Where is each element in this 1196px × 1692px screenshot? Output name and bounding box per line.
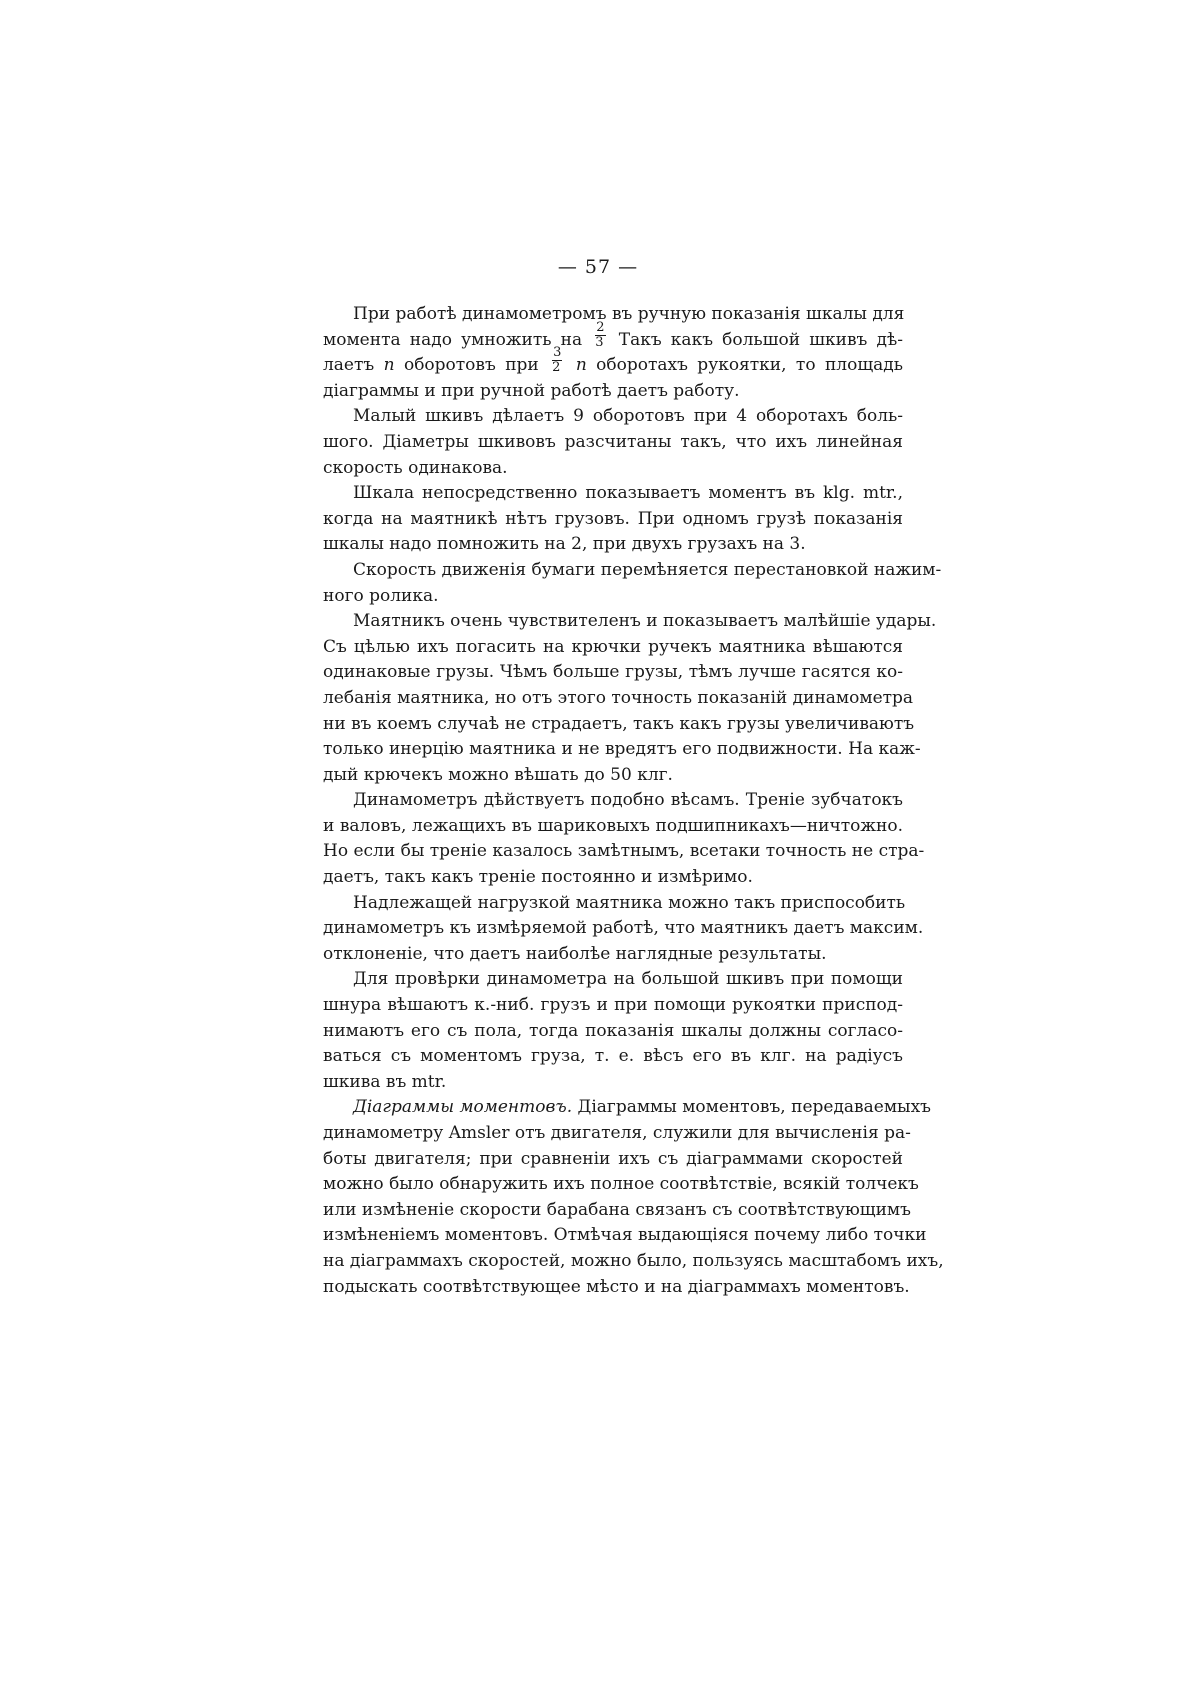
paragraph-line: динамометръ къ измѣряемой работѣ, что маятникъ даетъ максим. bbox=[323, 918, 924, 939]
paragraph-line: При работѣ динамометромъ въ ручную показанія шкалы для bbox=[353, 304, 905, 324]
paragraph-line: или измѣненіе скорости барабана связанъ съ соотвѣтствующимъ bbox=[323, 1199, 911, 1220]
paragraph-line: Діаграммы моментовъ. Діаграммы моментовъ, передаваемыхъ bbox=[353, 1097, 931, 1118]
paragraph-line: Скорость движенія бумаги перемѣняется перестановкой нажим- bbox=[353, 559, 942, 580]
paragraph-line: шнура вѣшаютъ к.-ниб. грузъ и при помощи рукоятки приспод- bbox=[323, 995, 903, 1016]
paragraph-line: нимаютъ его съ пола, тогда показанія шкалы должны согласо- bbox=[323, 1020, 903, 1041]
paragraph-line: Надлежащей нагрузкой маятника можно такъ приспособить bbox=[353, 892, 906, 913]
paragraph-line: діаграммы и при ручной работѣ даетъ работу. bbox=[323, 380, 740, 401]
fraction: $\frac{3}{2}$ bbox=[552, 345, 562, 376]
paragraph-line: отклоненіе, что даетъ наиболѣе наглядные результаты. bbox=[323, 943, 827, 964]
paragraph-line: ного ролика. bbox=[323, 585, 439, 606]
paragraph-line: ни въ коемъ случаѣ не страдаетъ, такъ какъ грузы увеличиваютъ bbox=[323, 713, 915, 734]
paragraph-line: Для провѣрки динамометра на большой шкивъ при помощи bbox=[353, 969, 903, 990]
paragraph-line: Малый шкивъ дѣлаетъ 9 оборотовъ при 4 оборотахъ боль- bbox=[353, 406, 903, 427]
paragraph-line: боты двигателя; при сравненіи ихъ съ діаграммами скоростей bbox=[323, 1148, 903, 1169]
paragraph-line: на діаграммахъ скоростей, можно было, пользуясь масштабомъ ихъ, bbox=[323, 1250, 944, 1271]
paragraph-line: скорость одинакова. bbox=[323, 457, 508, 478]
paragraph-line: динамометру Amsler отъ двигателя, служили для вычисленія ра- bbox=[323, 1123, 911, 1143]
page-number: — 57 — bbox=[557, 256, 639, 278]
paragraph-line: шкива въ mtr. bbox=[323, 1071, 447, 1092]
paragraph-line: Маятникъ очень чувствителенъ и показываетъ малѣйшіе удары. bbox=[353, 611, 937, 632]
paragraph-line: Съ цѣлью ихъ погасить на крючки ручекъ маятника вѣшаются bbox=[323, 636, 903, 657]
paragraph-line: подыскать соотвѣтствующее мѣсто и на діаграммахъ моментовъ. bbox=[323, 1276, 910, 1297]
paragraph-line: измѣненіемъ моментовъ. Отмѣчая выдающіяся почему либо точки bbox=[323, 1225, 927, 1246]
paragraph-line: ваться съ моментомъ груза, т. е. вѣсъ его въ клг. на радіусъ bbox=[323, 1046, 903, 1067]
paragraph-line: шого. Діаметры шкивовъ разсчитаны такъ, что ихъ линейная bbox=[323, 431, 903, 452]
section-title: Діаграммы моментовъ. bbox=[353, 1097, 573, 1118]
fraction: $\frac{2}{3}$ bbox=[595, 319, 605, 350]
paragraph-line: и валовъ, лежащихъ въ шариковыхъ подшипникахъ—ничтожно. bbox=[323, 815, 903, 836]
paragraph-line: лебанія маятника, но отъ этого точность показаній динамометра bbox=[323, 687, 914, 708]
paragraph-line: Динамометръ дѣйствуетъ подобно вѣсамъ. Треніе зубчатокъ bbox=[353, 790, 903, 811]
paragraph-line: Но если бы треніе казалось замѣтнымъ, всетаки точность не стра- bbox=[323, 841, 925, 862]
paragraph-line: момента надо умножить на $\frac{2}{3}$ Такъ какъ большой шкивъ дѣ- bbox=[323, 319, 903, 350]
paragraph-line: шкалы надо помножить на 2, при двухъ грузахъ на 3. bbox=[323, 534, 806, 555]
paragraph-line: лаетъ n оборотовъ при $\frac{3}{2}$ n оборотахъ рукоятки, то площадь bbox=[323, 345, 903, 376]
paragraph-line: даетъ, такъ какъ треніе постоянно и измѣримо. bbox=[323, 867, 753, 888]
paragraph-line: только инерцію маятника и не вредятъ его подвижности. На каж- bbox=[323, 739, 921, 760]
paragraph-line: дый крючекъ можно вѣшать до 50 клг. bbox=[323, 764, 673, 785]
body-text bbox=[323, 302, 944, 1300]
paragraph-line: Шкала непосредственно показываетъ моментъ въ klg. mtr., bbox=[353, 483, 903, 504]
paragraph-line: одинаковые грузы. Чѣмъ больше грузы, тѣмъ лучше гасятся ко- bbox=[323, 662, 903, 683]
paragraph-line: когда на маятникѣ нѣтъ грузовъ. При одномъ грузѣ показанія bbox=[323, 508, 903, 529]
paragraph-line: можно было обнаружить ихъ полное соотвѣтствіе, всякій толчекъ bbox=[323, 1174, 919, 1195]
